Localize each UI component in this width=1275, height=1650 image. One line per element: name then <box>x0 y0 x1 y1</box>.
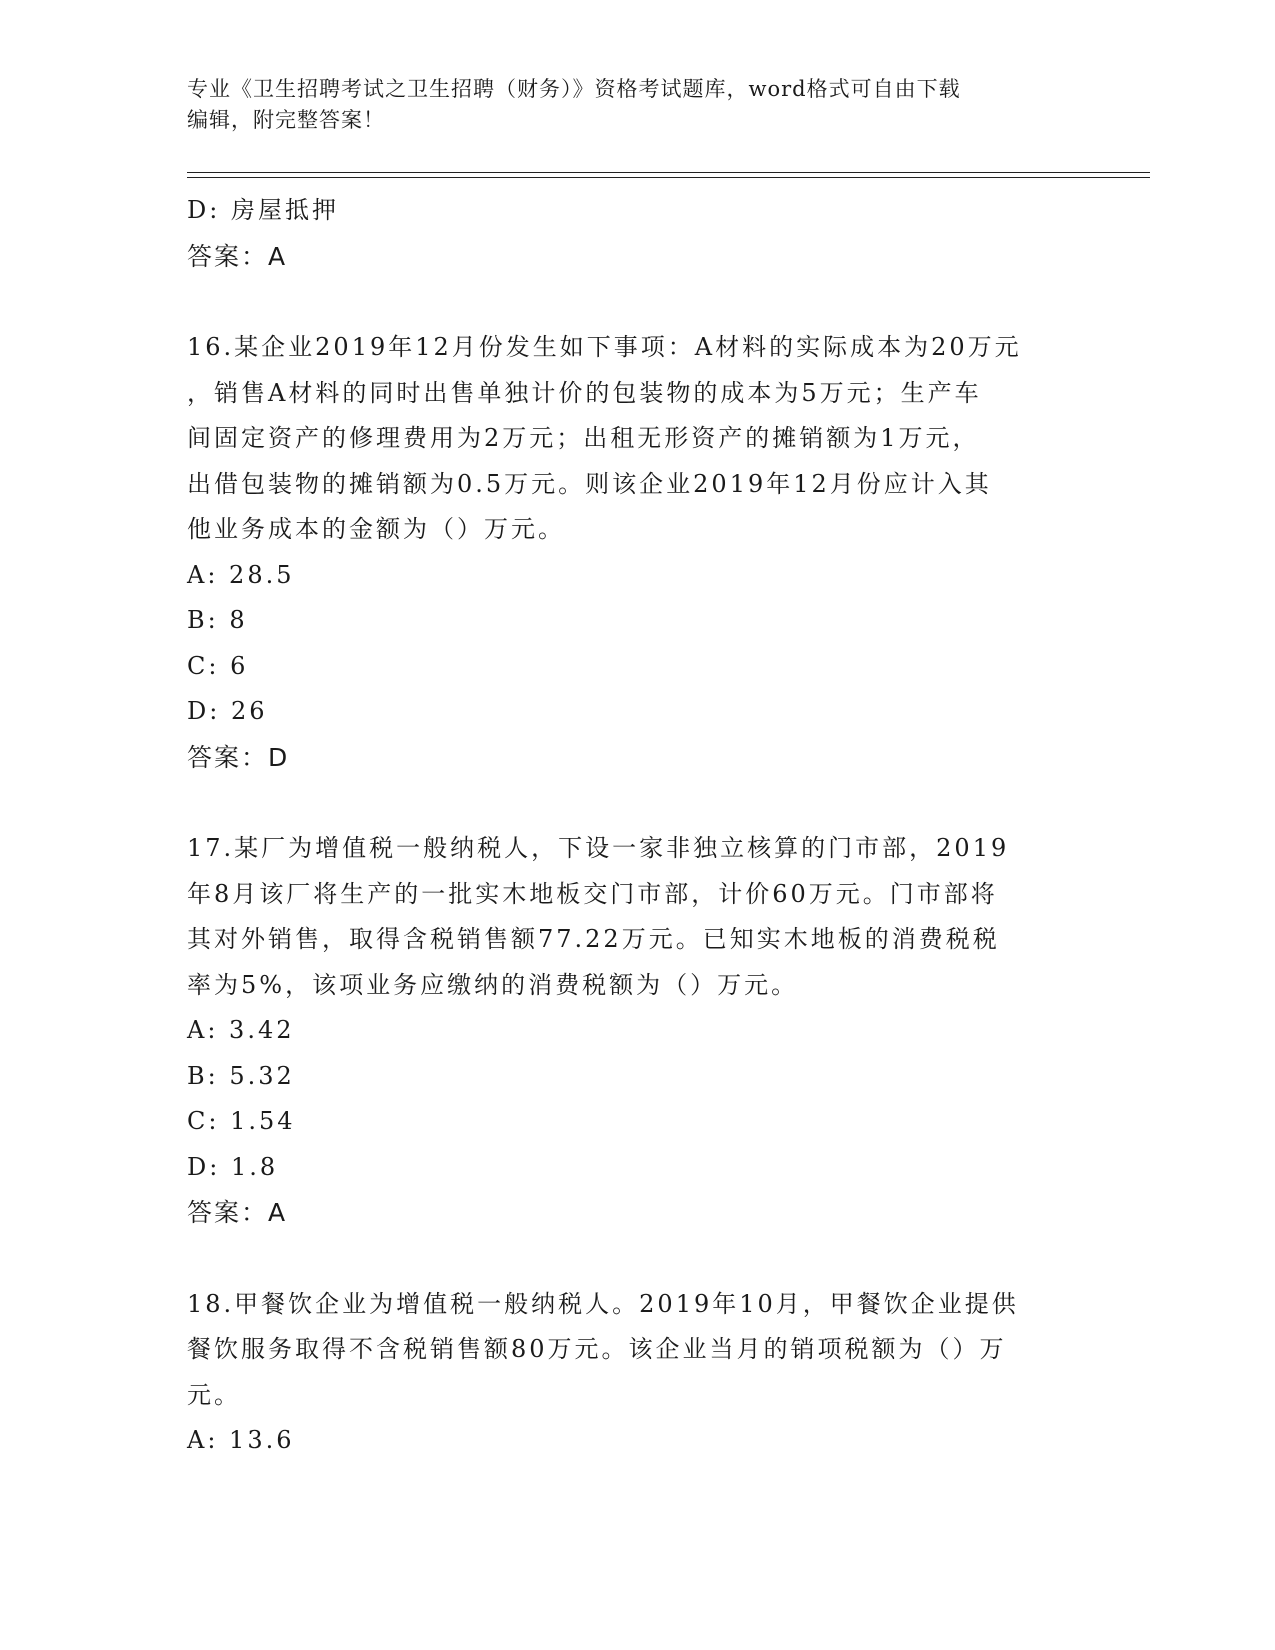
option-d: D: 26 <box>187 697 268 725</box>
option-c: C: 6 <box>187 651 249 680</box>
answer: 答案：D <box>187 742 290 772</box>
question-text-line: 年8月该厂将生产的一批实木地板交门市部，计价60万元。门市部将 <box>187 879 998 908</box>
question-text-line: 餐饮服务取得不含税销售额80万元。该企业当月的销项税额为（）万 <box>187 1335 1007 1363</box>
question-text-line: 17.某厂为增值税一般纳税人，下设一家非独立核算的门市部，2019 <box>187 834 1010 862</box>
question-text-line: 其对外销售，取得含税销售额77.22万元。已知实木地板的消费税税 <box>187 925 1000 953</box>
answer: 答案：A <box>187 241 288 271</box>
question-17 <box>187 826 1087 1236</box>
option-a: A: 28.5 <box>187 560 295 589</box>
question-text-line: 元。 <box>187 1380 241 1409</box>
option-a: A: 3.42 <box>187 1016 295 1044</box>
question-18 <box>187 1282 1087 1464</box>
question-text-line: 16.某企业2019年12月份发生如下事项：A材料的实际成本为20万元 <box>187 333 1022 361</box>
question-16 <box>187 325 1087 780</box>
header-line-2: 编辑，附完整答案！ <box>187 108 385 132</box>
question-text-line: 率为5%，该项业务应缴纳的消费税额为（）万元。 <box>187 970 799 999</box>
question-text-line: 出借包装物的摊销额为0.5万元。则该企业2019年12月份应计入其 <box>187 469 992 498</box>
header-rule-top <box>187 172 1150 173</box>
previous-question-tail <box>187 188 1087 279</box>
option-d: D: 1.8 <box>187 1152 279 1181</box>
question-text-line: 他业务成本的金额为（）万元。 <box>187 515 565 543</box>
option-d: D: 房屋抵押 <box>187 196 339 224</box>
header-rule-bottom <box>187 177 1150 178</box>
document-header <box>187 74 1087 136</box>
option-a: A: 13.6 <box>187 1426 295 1454</box>
question-text-line: 间固定资产的修理费用为2万元；出租无形资产的摊销额为1万元， <box>187 424 980 452</box>
header-line-1: 专业《卫生招聘考试之卫生招聘（财务）》资格考试题库，word格式可自由下载 <box>187 77 961 101</box>
question-text-line: 18.甲餐饮企业为增值税一般纳税人。2019年10月，甲餐饮企业提供 <box>187 1289 1019 1318</box>
document-body <box>187 188 1087 1464</box>
option-b: B: 8 <box>187 606 248 634</box>
option-b: B: 5.32 <box>187 1061 295 1090</box>
question-text-line: ，销售A材料的同时出售单独计价的包装物的成本为5万元；生产车 <box>187 378 982 407</box>
option-c: C: 1.54 <box>187 1107 296 1135</box>
answer: 答案：A <box>187 1198 288 1227</box>
